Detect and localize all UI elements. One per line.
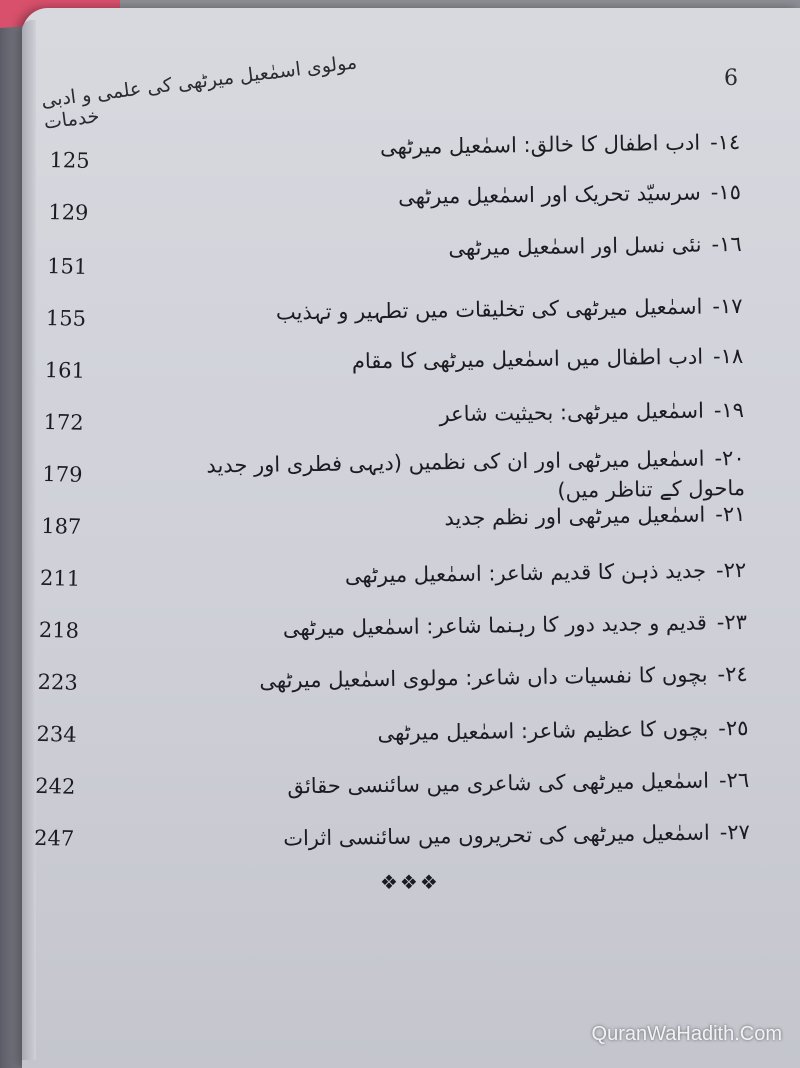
toc-title: ادب اطفال کا خالق: اسمٰعیل میرٹھی [379,130,701,160]
toc-page-number: 129 [48,199,89,225]
toc-entry [439,395,744,429]
toc-page-number: 211 [39,565,81,591]
toc-entry [380,127,741,162]
toc-index: ١٤- [709,129,741,155]
toc-title: اسمٰعیل میرٹھی اور نظم جدید [444,502,706,531]
running-header: مولوی اسمٰعیل میرٹھی کی علمی و ادبی خدمات [40,51,359,134]
toc-index: ٢١- [715,501,746,527]
toc-title: اسمٰعیل میرٹھی کی تخلیقات میں تطہیر و تہذیب [275,294,703,325]
toc-entry [276,291,743,328]
toc-index: ١٩- [713,397,745,423]
toc-page-number: 234 [36,721,77,747]
toc-page-number: 125 [49,147,90,173]
table-of-contents [140,125,750,853]
toc-page-number: 161 [44,357,86,383]
toc-index: ٢٣- [716,609,748,635]
toc-page-number: 179 [42,461,83,487]
toc-entry [283,607,747,643]
toc-index: ١٧- [712,293,743,319]
toc-index: ٢٧- [719,819,751,845]
toc-page-number: 187 [40,513,82,539]
toc-entry [448,229,742,263]
toc-entry [377,713,748,748]
page-number: 6 [724,66,738,91]
toc-index: ٢٢- [715,557,747,583]
toc-title: بچوں کا عظیم شاعر: اسمٰعیل میرٹھی [377,716,709,746]
ornament-divider: ❖❖❖ [380,870,440,894]
toc-title: قدیم و جدید دور کا رہنما شاعر: اسمٰعیل میرٹھی [282,610,707,641]
toc-title: نئی نسل اور اسمٰعیل میرٹھی [448,232,702,261]
toc-entry [398,177,741,212]
toc-index: ١٨- [712,343,744,369]
toc-entry [444,499,745,533]
toc-entry [287,765,749,801]
toc-index: ١٥- [710,179,742,205]
toc-title: ادب اطفال میں اسمٰعیل میرٹھی کا مقام [351,344,704,374]
toc-index: ٢٦- [718,767,750,793]
toc-index: ١٦- [711,231,742,257]
toc-title: سرسیّد تحریک اور اسمٰعیل میرٹھی [397,180,701,209]
toc-index: ٢٤- [717,661,748,687]
toc-page-number: 223 [37,669,79,695]
toc-title: بچوں کا نفسیات داں شاعر: مولوی اسمٰعیل میرٹھی [259,662,708,693]
toc-index: ٢٠- [714,445,745,471]
toc-index: ٢٥- [718,715,749,741]
toc-title: اسمٰعیل میرٹھی اور ان کی نظمیں (دیہی فطری اور جدید ماحول کے تناظر میں) [206,446,746,503]
toc-title: اسمٰعیل میرٹھی کی تحریروں میں سائنسی اثرات [283,820,710,851]
toc-title: جدید ذہن کا قدیم شاعر: اسمٰعیل میرٹھی [344,558,707,588]
toc-page-number: 242 [35,773,76,799]
toc-page-number: 218 [38,617,80,643]
toc-page-number: 172 [43,409,84,435]
toc-entry [345,555,747,591]
toc-page-number: 151 [46,253,88,279]
toc-page-number: 247 [33,825,75,851]
watermark: QuranWaHadith.Com [591,1023,782,1045]
toc-title: اسمٰعیل میرٹھی: بحیثیت شاعر [439,398,705,427]
toc-entry [259,659,748,696]
toc-title: اسمٰعیل میرٹھی کی شاعری میں سائنسی حقائق [287,768,710,799]
toc-page-number: 155 [45,305,87,331]
toc-entry [352,341,744,376]
book-spine-shadow [22,20,36,1060]
